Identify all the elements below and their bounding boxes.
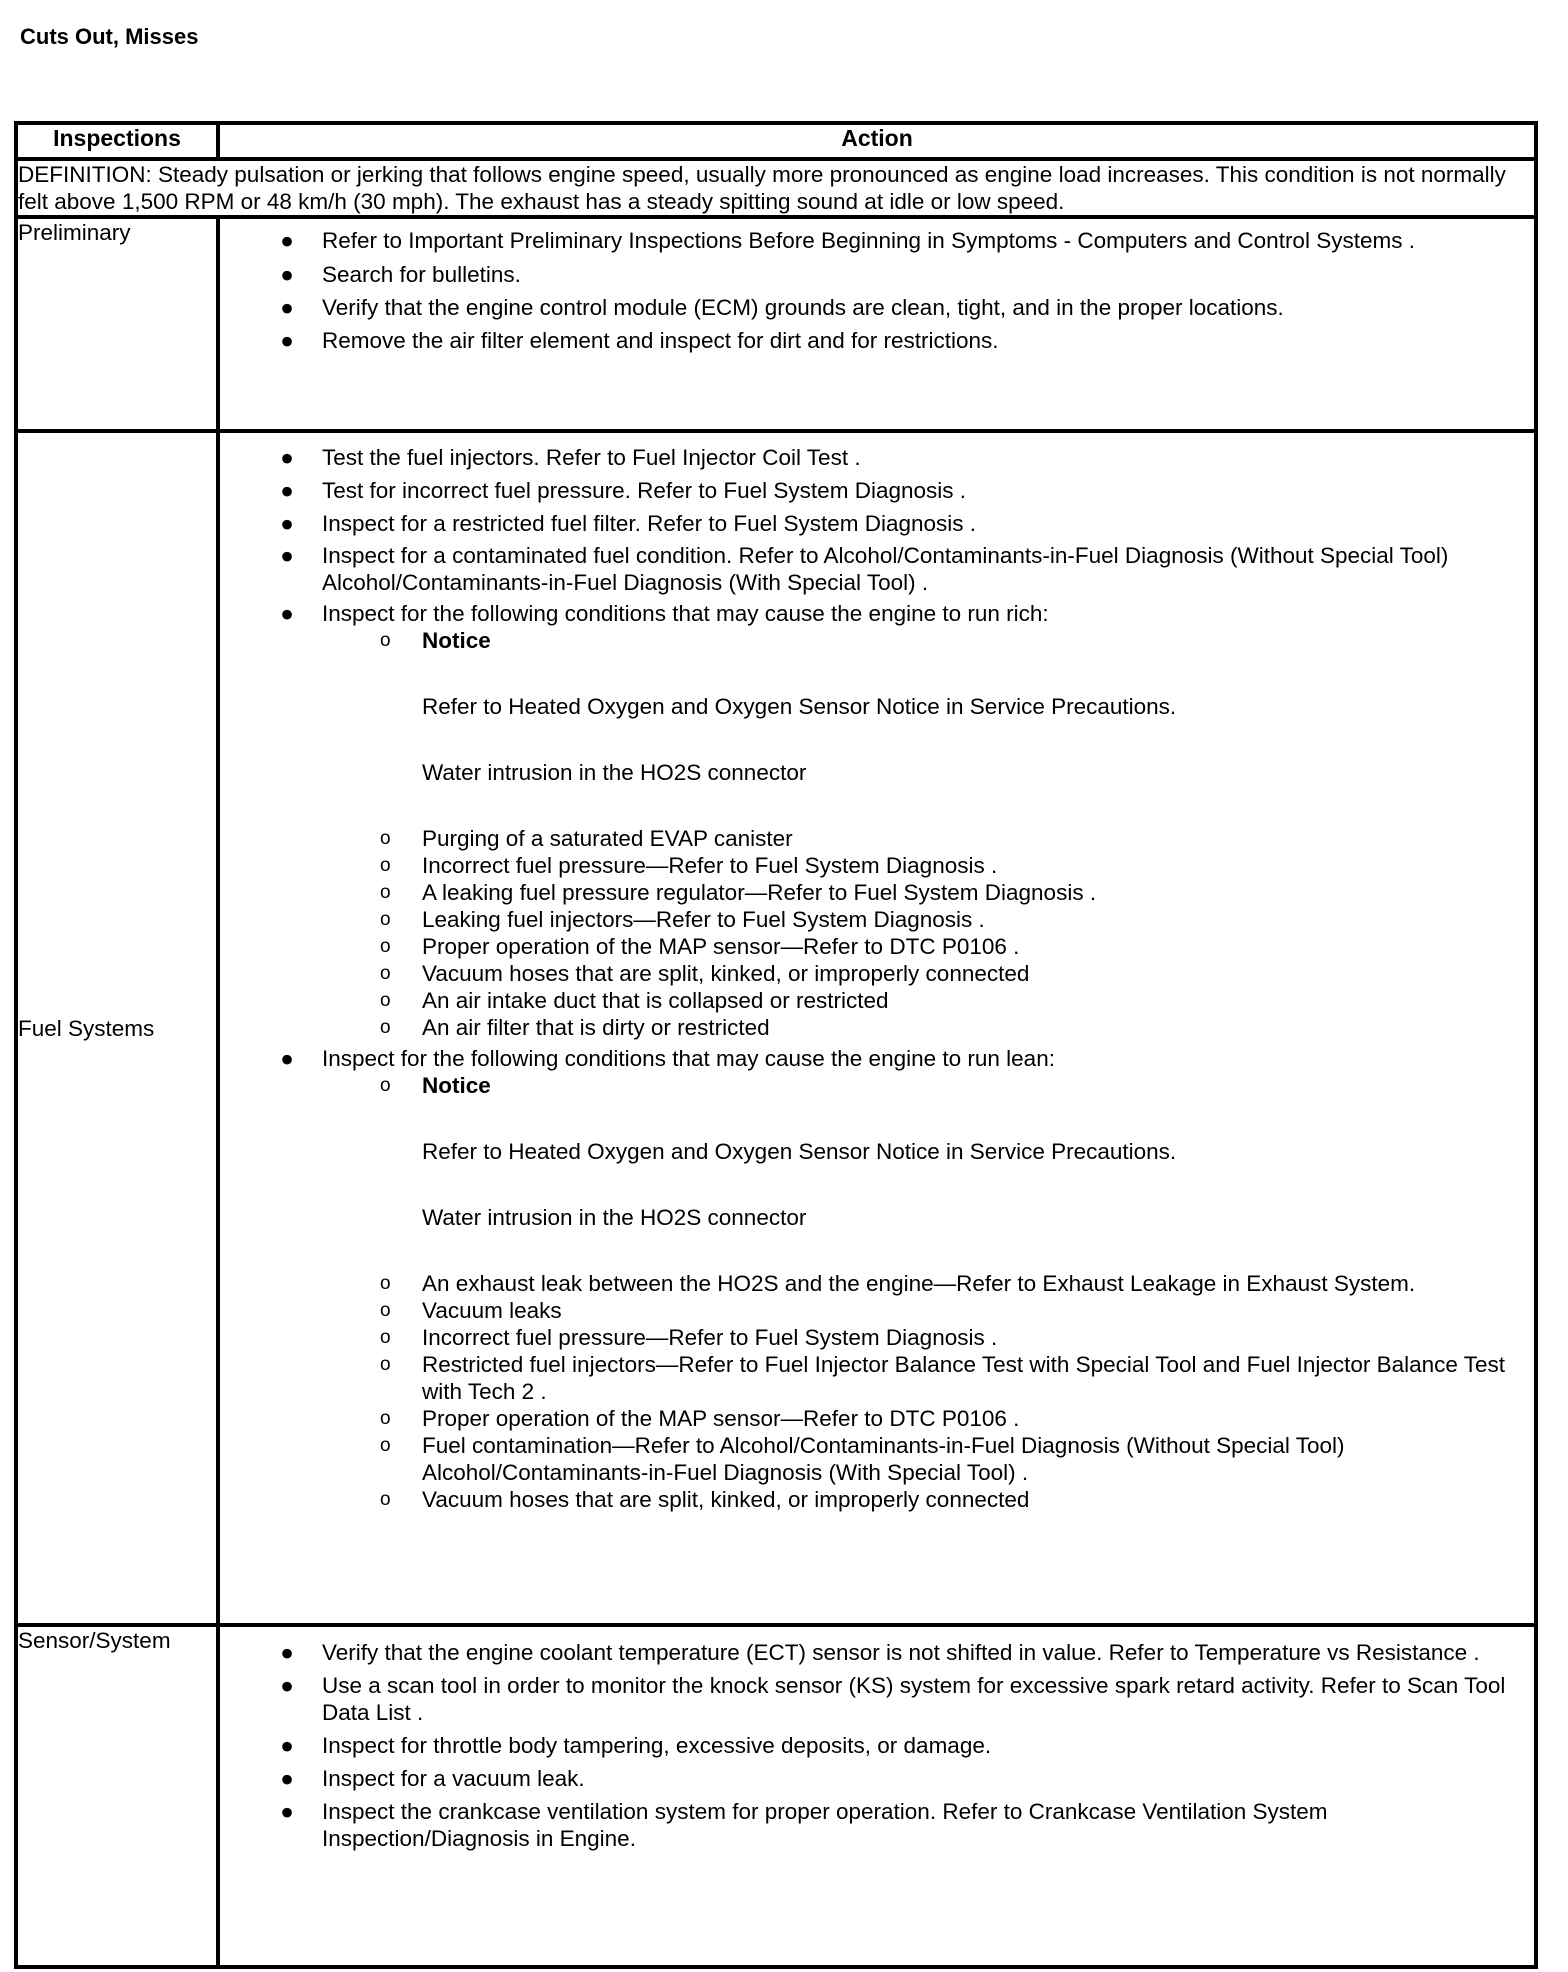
bullet-icon: ● (280, 1766, 294, 1791)
list-item: ● Inspect for the following conditions that may cause the engine to run rich: o Notice Refer to Heated Oxygen and Oxygen Sensor Notice in Service Precautions. Water intrusion in the HO2S connector o Purging of a saturated EVAP canister o Incorrect fuel pressure—Refer to Fuel System Diagnosis . o A leaking fuel pressure regulator—Refer to Fuel System Diagnosis . o Leaking fuel injectors—Refer to Fuel System Diagnosis . o Proper operation of the MAP sensor—Refer to DTC P0106 . o Vacuum hoses that are split, kinked, or improperly connected o An air intake duct that is collapsed or restricted o An air filter that is dirty or restricted (220, 600, 1534, 1041)
sub-bullet-icon: o (380, 1489, 391, 1510)
notice-block (220, 627, 1534, 786)
notice-body: Refer to Heated Oxygen and Oxygen Sensor Notice in Service Precautions. (422, 694, 1177, 719)
page-title: Cuts Out, Misses (20, 24, 199, 49)
list-item: ● Inspect the crankcase ventilation system for proper operation. Refer to Crankcase Ventilation System Inspection/Diagnosis in Engine. (280, 1799, 1328, 1851)
notice-water: Water intrusion in the HO2S connector (422, 760, 807, 785)
bullet-icon: ● (280, 1733, 294, 1758)
sub-bullet-icon: o (380, 936, 391, 957)
table-row (16, 217, 1536, 431)
list-item: o A leaking fuel pressure regulator—Refer to Fuel System Diagnosis . (380, 880, 1097, 905)
notice-title: Notice (422, 628, 491, 653)
list-item: ● Refer to Important Preliminary Inspections Before Beginning in Symptoms - Computers and Control Systems . (280, 228, 1415, 253)
list-item: o Restricted fuel injectors—Refer to Fuel Injector Balance Test with Special Tool and Fuel Injector Balance Test with Tech 2 . (380, 1352, 1506, 1404)
notice-water: Water intrusion in the HO2S connector (422, 1205, 807, 1230)
definition-row (16, 159, 1536, 217)
list-item: o An exhaust leak between the HO2S and the engine—Refer to Exhaust Leakage in Exhaust System. (380, 1271, 1416, 1296)
list-item: o Fuel contamination—Refer to Alcohol/Contaminants-in-Fuel Diagnosis (Without Special Tool) Alcohol/Contaminants-in-Fuel Diagnosis (With Special Tool) . (380, 1433, 1345, 1485)
list-item: ● Remove the air filter element and inspect for dirt and for restrictions. (280, 328, 999, 353)
list-item: o Leaking fuel injectors—Refer to Fuel System Diagnosis . (380, 907, 985, 932)
bullet-icon: ● (280, 1046, 294, 1071)
row-label-fuel-systems: Fuel Systems (16, 431, 218, 1625)
list-item: ● Inspect for a vacuum leak. (280, 1766, 585, 1791)
sub-bullet-icon: o (380, 882, 391, 903)
bullet-icon: ● (280, 511, 294, 536)
sub-bullet-icon: o (380, 1408, 391, 1429)
definition-text: DEFINITION: Steady pulsation or jerking that follows engine speed, usually more pronounced as engine load increases. This condition is not normally felt above 1,500 RPM or 48 km/h (30 mph). The exhaust has a steady spitting sound at idle or low speed. (16, 159, 1536, 217)
list-item: o Proper operation of the MAP sensor—Refer to DTC P0106 . (380, 1406, 1020, 1431)
row-actions-preliminary (218, 217, 1536, 431)
list-item: ● Inspect for a contaminated fuel condition. Refer to Alcohol/Contaminants-in-Fuel Diagnosis (Without Special Tool) Alcohol/Contaminants-in-Fuel Diagnosis (With Special Tool) . (280, 543, 1449, 595)
list-item: o Vacuum hoses that are split, kinked, or improperly connected (380, 961, 1030, 986)
sub-bullet-icon: o (380, 990, 391, 1011)
list-item: ● Use a scan tool in order to monitor the knock sensor (KS) system for excessive spark retard activity. Refer to Scan Tool Data List . (280, 1673, 1506, 1725)
row-label-preliminary: Preliminary (16, 217, 218, 431)
row-actions-fuel-systems (218, 431, 1536, 1625)
sub-bullet-icon: o (380, 1017, 391, 1038)
row-actions-sensor-system (218, 1625, 1536, 1967)
sub-bullet-icon: o (380, 1327, 391, 1348)
sub-bullet-icon: o (380, 1075, 391, 1096)
list-item: ● Verify that the engine coolant temperature (ECT) sensor is not shifted in value. Refer to Temperature vs Resistance . (280, 1640, 1480, 1665)
header-inspections: Inspections (16, 123, 218, 159)
notice-title: Notice (422, 1073, 491, 1098)
list-item: o An air intake duct that is collapsed or restricted (380, 988, 889, 1013)
list-item: o Purging of a saturated EVAP canister (380, 826, 793, 851)
bullet-icon: ● (280, 295, 294, 320)
sub-bullet-icon: o (380, 1300, 391, 1321)
list-item: o Incorrect fuel pressure—Refer to Fuel System Diagnosis . (380, 1325, 998, 1350)
sub-bullet-icon: o (380, 1354, 391, 1375)
list-item: ● Search for bulletins. (280, 262, 521, 287)
bullet-icon: ● (280, 478, 294, 503)
list-item: ● Test the fuel injectors. Refer to Fuel Injector Coil Test . (280, 445, 861, 470)
bullet-icon: ● (280, 543, 294, 568)
table-row (16, 431, 1536, 1625)
bullet-icon: ● (280, 601, 294, 626)
sub-bullet-icon: o (380, 630, 391, 651)
sub-bullet-icon: o (380, 1273, 391, 1294)
table-row (16, 1625, 1536, 1967)
bullet-icon: ● (280, 445, 294, 470)
bullet-icon: ● (280, 262, 294, 287)
list-item: o Incorrect fuel pressure—Refer to Fuel System Diagnosis . (380, 853, 998, 878)
bullet-icon: ● (280, 1673, 294, 1698)
notice-body: Refer to Heated Oxygen and Oxygen Sensor Notice in Service Precautions. (422, 1139, 1177, 1164)
sub-bullet-icon: o (380, 909, 391, 930)
inspection-table (14, 121, 1538, 1969)
list-item: o Vacuum hoses that are split, kinked, or improperly connected (380, 1487, 1030, 1512)
sub-bullet-icon: o (380, 855, 391, 876)
row-label-sensor-system: Sensor/System (16, 1625, 218, 1967)
bullet-icon: ● (280, 1640, 294, 1665)
notice-block (220, 1072, 1534, 1231)
list-item: ● Test for incorrect fuel pressure. Refer to Fuel System Diagnosis . (280, 478, 966, 503)
header-action: Action (218, 123, 1536, 159)
list-item: ● Verify that the engine control module (ECM) grounds are clean, tight, and in the proper locations. (280, 295, 1284, 320)
sub-bullet-icon: o (380, 1435, 391, 1456)
sub-bullet-icon: o (380, 828, 391, 849)
bullet-icon: ● (280, 328, 294, 353)
list-item: ● Inspect for throttle body tampering, excessive deposits, or damage. (280, 1733, 992, 1758)
list-item: o An air filter that is dirty or restricted (380, 1015, 770, 1040)
list-item: ● Inspect for the following conditions that may cause the engine to run lean: o Notice Refer to Heated Oxygen and Oxygen Sensor Notice in Service Precautions. Water intrusion in the HO2S connector o An exhaust leak between the HO2S and the engine—Refer to Exhaust Leakage in Exhaust System. o Vacuum leaks o Incorrect fuel pressure—Refer to Fuel System Diagnosis . o Restricted fuel injectors—Refer to Fuel Injector Balance Test with Special Tool and Fuel Injector Balance Test with Tech 2 . o Proper operation of the MAP sensor—Refer to DTC P0106 . o Fuel contamination—Refer to Alcohol/Contaminants-in-Fuel Diagnosis (Without Special Tool) Alcohol/Contaminants-in-Fuel Diagnosis (With Special Tool) . o Vacuum hoses that are split, kinked, or improperly connected (220, 1045, 1534, 1513)
list-item: ● Inspect for a restricted fuel filter. Refer to Fuel System Diagnosis . (280, 511, 977, 536)
bullet-icon: ● (280, 228, 294, 253)
table-header-row (16, 123, 1536, 159)
bullet-icon: ● (280, 1799, 294, 1824)
list-item: o Vacuum leaks (380, 1298, 562, 1323)
sub-bullet-icon: o (380, 963, 391, 984)
list-item: o Proper operation of the MAP sensor—Refer to DTC P0106 . (380, 934, 1020, 959)
